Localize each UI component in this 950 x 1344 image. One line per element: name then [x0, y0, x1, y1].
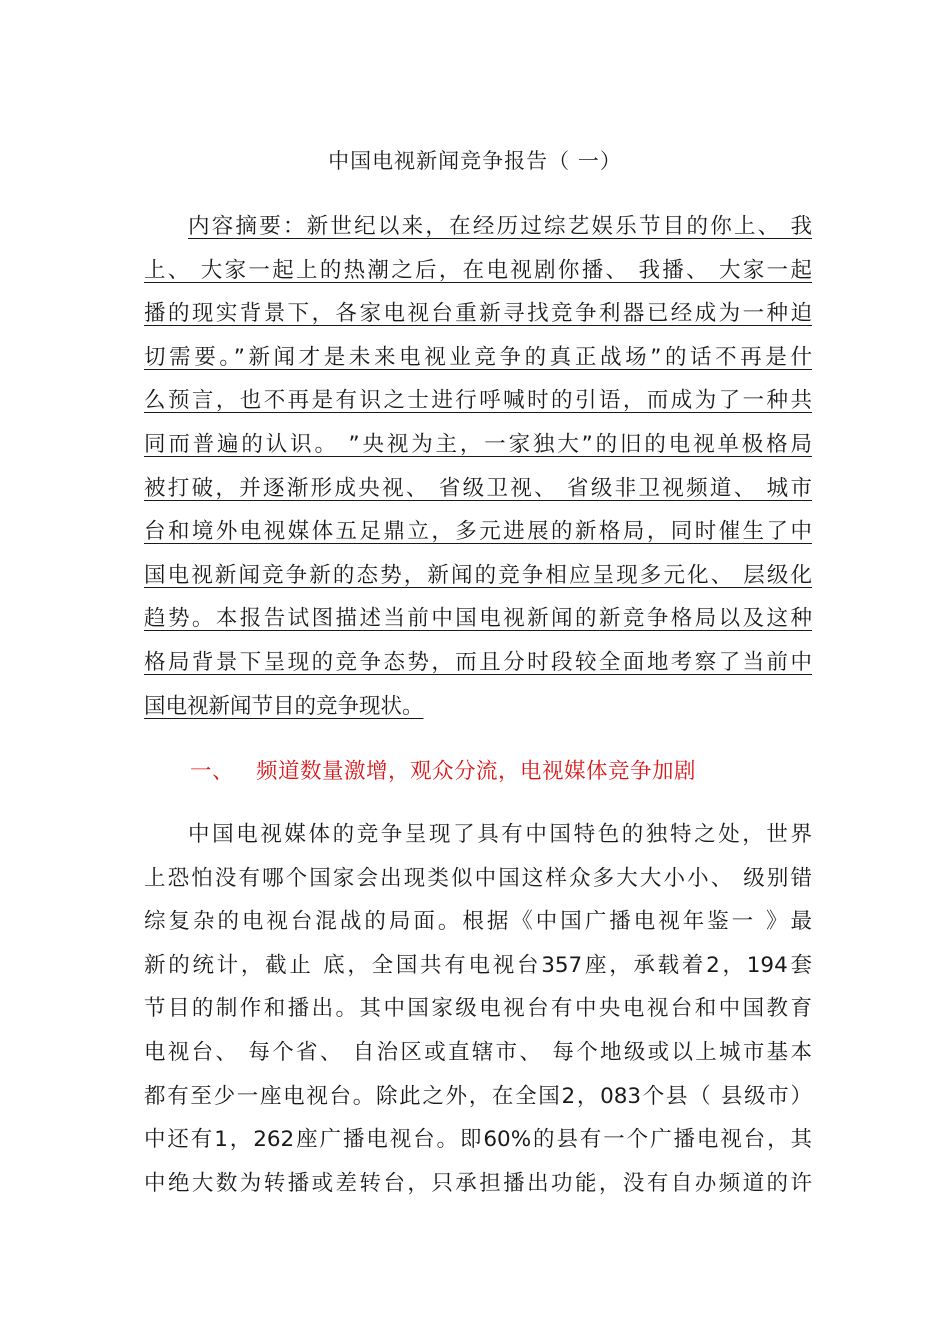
document-title: 中国电视新闻竞争报告（ 一） [328, 149, 622, 173]
abstract-line: 趋势。本报告试图描述当前中国电视新闻的新竞争格局以及这种 [144, 606, 812, 632]
section-heading [190, 752, 696, 792]
body-line: 节目的制作和播出。其中国家级电视台有中央电视台和中国教育 [144, 996, 812, 1022]
abstract-line: 内容摘要：新世纪以来，在经历过综艺娱乐节目的你上、 我 [188, 214, 812, 239]
abstract-line: 切需要。”新闻才是未来电视业竞争的真正战场”的话不再是什 [144, 344, 812, 370]
abstract-paragraph [144, 205, 812, 728]
abstract-line: 播的现实背景下，各家电视台重新寻找竞争利器已经成为一种迫 [144, 301, 812, 327]
body-line: 中绝大数为转播或差转台，只承担播出功能，没有自办频道的许 [144, 1170, 812, 1196]
abstract-line: 格局背景下呈现的竞争态势，而且分时段较全面地考察了当前中 [144, 649, 812, 675]
body-line: 中还有1，262座广播电视台。即60%的县有一个广播电视台，其 [144, 1127, 812, 1153]
body-line: 新的统计，截止 底，全国共有电视台357座，承载着2，194套 [144, 952, 812, 978]
abstract-line: 同而普遍的认识。 ”央视为主，一家独大”的旧的电视单极格局 [144, 431, 812, 457]
abstract-line: 国电视新闻节目的竞争现状。 [144, 693, 424, 719]
abstract-line: 国电视新闻竞争新的态势，新闻的竞争相应呈现多元化、 层级化 [144, 562, 812, 588]
body-line: 中国电视媒体的竞争呈现了具有中国特色的独特之处，世界 [188, 822, 812, 847]
body-line: 都有至少一座电视台。除此之外，在全国2，083个县（ 县级市） [144, 1083, 812, 1109]
abstract-line: 台和境外电视媒体五足鼎立，多元进展的新格局，同时催生了中 [144, 519, 812, 545]
section-number: 一、 [190, 759, 235, 784]
body-line: 上恐怕没有哪个国家会出现类似中国这样众多大大小小、 级别错 [144, 865, 812, 891]
body-line: 电视台、 每个省、 自治区或直辖市、 每个地级或以上城市基本 [144, 1039, 812, 1065]
body-line: 综复杂的电视台混战的局面。根据《中国广播电视年鉴一 》最 [144, 909, 812, 935]
abstract-line: 被打破，并逐渐形成央视、 省级卫视、 省级非卫视频道、 城市 [144, 475, 812, 501]
abstract-line: 么预言，也不再是有识之士进行呼喊时的引语，而成为了一种共 [144, 388, 812, 414]
section-heading-text: 频道数量激增，观众分流，电视媒体竞争加剧 [256, 759, 697, 784]
abstract-line: 上、 大家一起上的热潮之后，在电视剧你播、 我播、 大家一起 [144, 257, 812, 283]
body-paragraph [144, 813, 812, 1205]
